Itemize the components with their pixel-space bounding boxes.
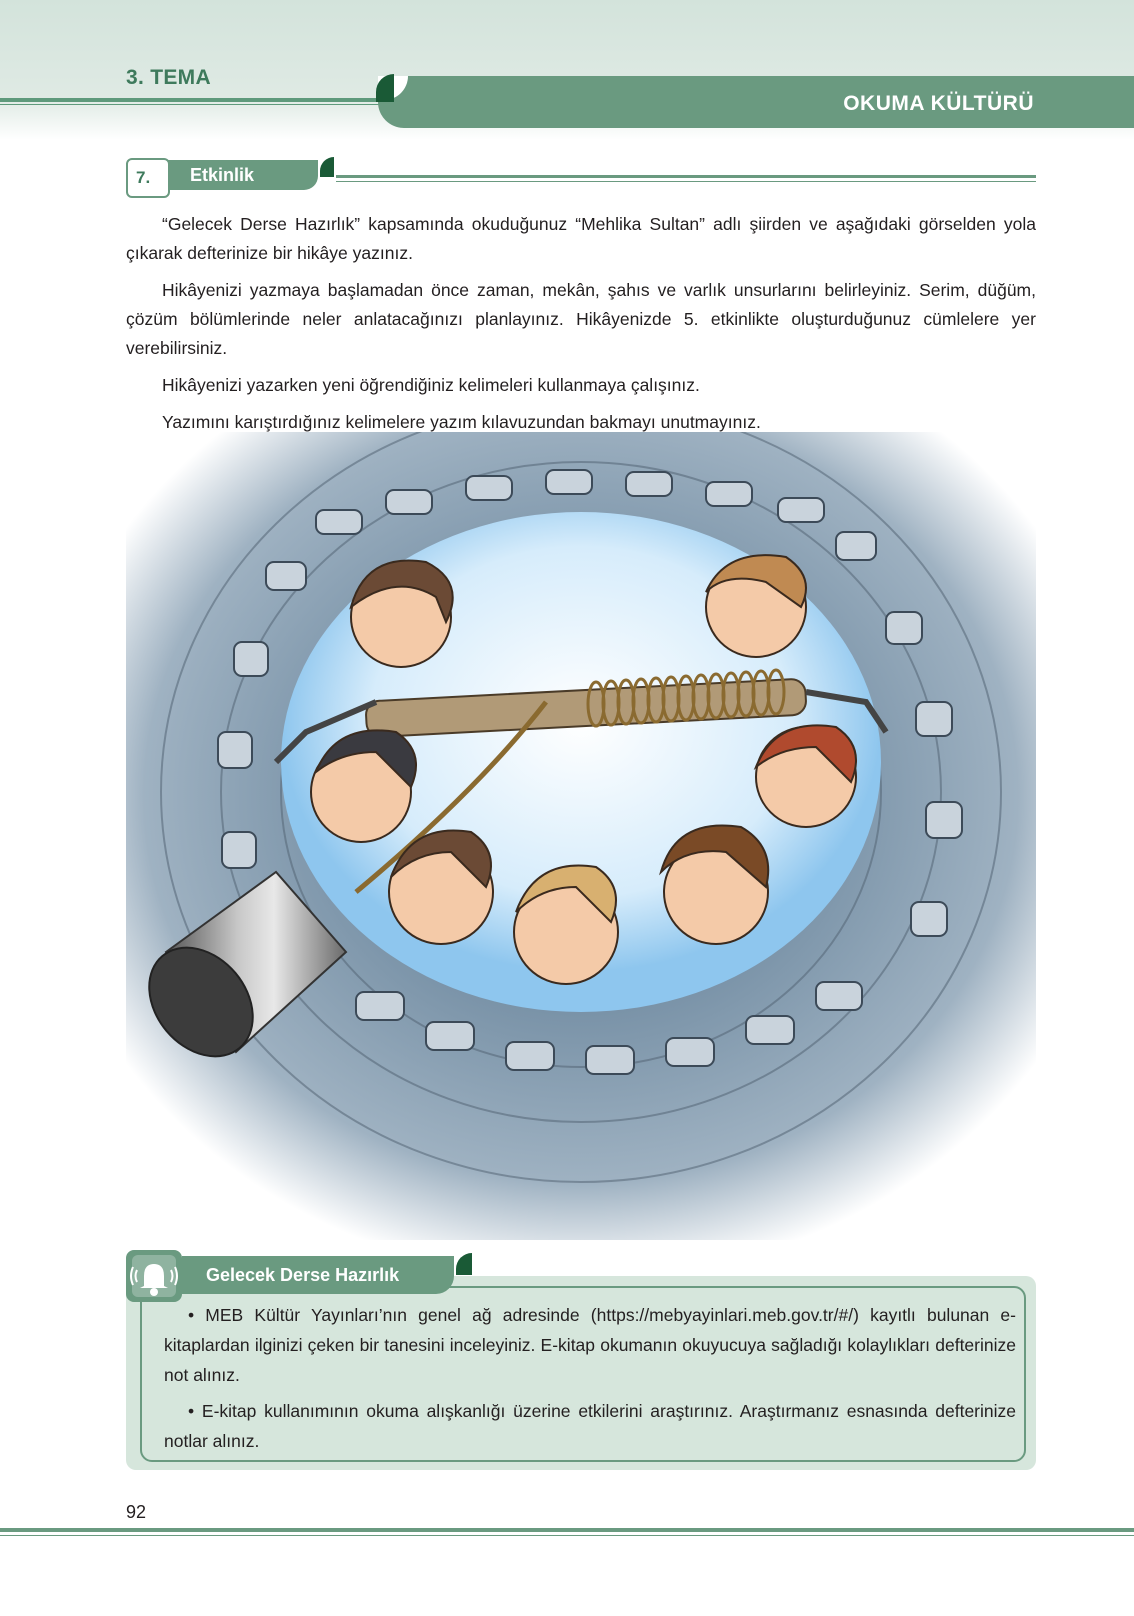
activity-label: Etkinlik bbox=[190, 165, 255, 185]
leaf-ornament bbox=[456, 1253, 472, 1275]
list-item: • MEB Kültür Yayınları’nın genel ağ adresinde (https://mebyayinlari.meb.gov.tr/#/) kayıtlı bulunan e-kitaplardan ilginizi çeken bir tanesini inceleyiniz. E-kitap okumanın okuyucuya sağladığı kolaylıkları defterinize not alınız. bbox=[164, 1305, 1016, 1385]
activity-rule bbox=[336, 175, 1036, 178]
theme-label: 3. TEMA bbox=[126, 66, 211, 89]
footer-rule-thin bbox=[0, 1535, 1134, 1536]
preparation-items bbox=[164, 1300, 1016, 1462]
paragraph: “Gelecek Derse Hazırlık” kapsamında okuduğunuz “Mehlika Sultan” adlı şiirden ve aşağıdaki görselden yola çıkarak defterinize bir hikâye yazınız. bbox=[126, 214, 1036, 263]
footer-rule bbox=[0, 1528, 1134, 1532]
paragraph: Yazımını karıştırdığınız kelimelere yazım kılavuzundan bakmayı unutmayınız. bbox=[162, 412, 761, 432]
header-rule-thin bbox=[0, 104, 390, 105]
activity-number-box bbox=[126, 158, 170, 198]
leaf-ornament bbox=[320, 157, 334, 177]
list-item: • E-kitap kullanımının okuma alışkanlığı üzerine etkilerini araştırınız. Araştırmanız esnasında defterinize notlar alınız. bbox=[164, 1401, 1016, 1451]
paragraph: Hikâyenizi yazarken yeni öğrendiğiniz kelimeleri kullanmaya çalışınız. bbox=[162, 375, 700, 395]
header-rule bbox=[0, 98, 390, 102]
activity-label-tab bbox=[168, 160, 318, 190]
paragraph: Hikâyenizi yazmaya başlamadan önce zaman, mekân, şahıs ve varlık unsurlarını belirleyiniz. Serim, düğüm, çözüm bölümlerinde neler anlatacağınızı planlayınız. Hikâyenizde 5. etkinlikte oluşturduğunuz cümlelere yer verebilirsiniz. bbox=[126, 280, 1036, 358]
preparation-icon-box bbox=[126, 1250, 182, 1302]
activity-number: 7. bbox=[136, 168, 151, 187]
bell-icon bbox=[126, 1250, 182, 1302]
preparation-title: Gelecek Derse Hazırlık bbox=[206, 1265, 400, 1285]
well-illustration bbox=[126, 432, 1036, 1240]
preparation-label-tab bbox=[182, 1256, 454, 1294]
activity-rule-thin bbox=[336, 181, 1036, 182]
activity-instructions bbox=[126, 210, 1036, 445]
section-title: OKUMA KÜLTÜRÜ bbox=[843, 92, 1034, 115]
page-number: 92 bbox=[126, 1502, 147, 1522]
